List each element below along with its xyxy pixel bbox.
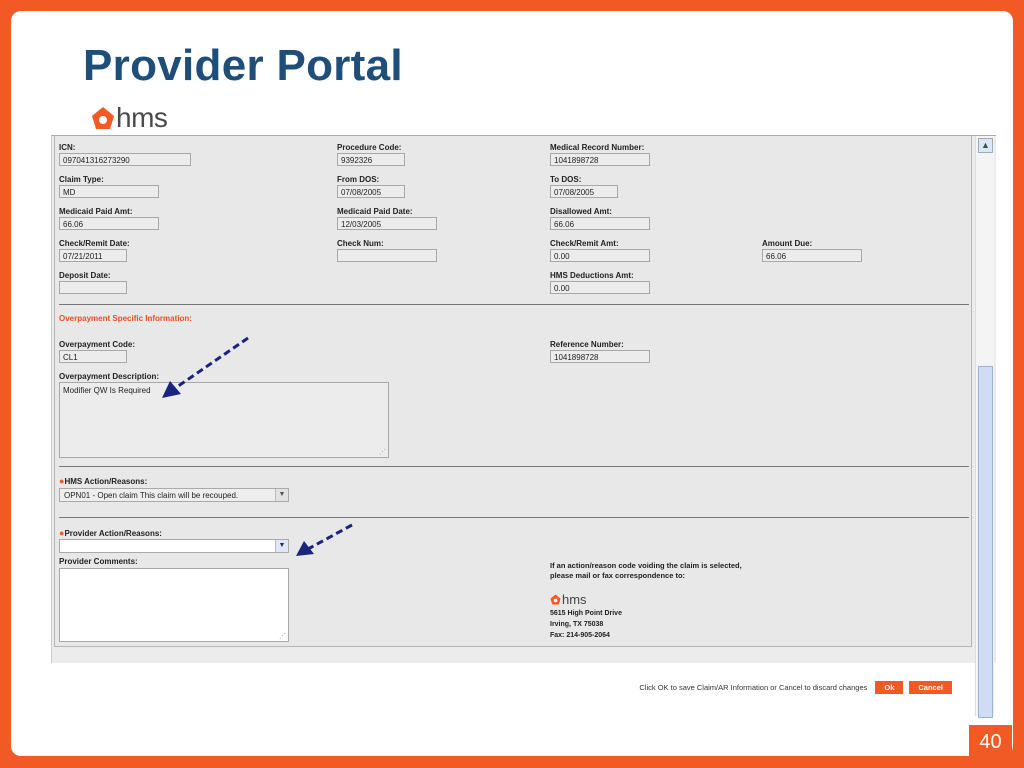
disallowed-amt-field[interactable]: 66.06 (550, 217, 650, 230)
provider-action-label: ●Provider Action/Reasons: (59, 528, 162, 538)
medical-record-number-label: Medical Record Number: (550, 143, 645, 152)
ok-button[interactable]: Ok (875, 681, 903, 694)
check-remit-amt-label: Check/Remit Amt: (550, 239, 619, 248)
claim-type-label: Claim Type: (59, 175, 104, 184)
overpayment-code-field[interactable]: CL1 (59, 350, 127, 363)
from-dos-field[interactable]: 07/08/2005 (337, 185, 405, 198)
correspondence-logo (550, 592, 587, 607)
resize-grip-icon[interactable]: ⋰ (379, 449, 386, 456)
correspondence-address (550, 608, 622, 641)
overpayment-description-label: Overpayment Description: (59, 372, 160, 381)
medical-record-number-field[interactable]: 1041898728 (550, 153, 650, 166)
logo-text: hms (116, 102, 168, 133)
slide (11, 11, 1013, 756)
reference-number-label: Reference Number: (550, 340, 624, 349)
save-instruction-text: Click OK to save Claim/AR Information or Cancel to discard changes (639, 683, 868, 692)
scroll-up-icon[interactable]: ▲ (978, 138, 993, 153)
medicaid-paid-amt-label: Medicaid Paid Amt: (59, 207, 133, 216)
hms-deductions-amt-label: HMS Deductions Amt: (550, 271, 634, 280)
icn-label: ICN: (59, 143, 76, 152)
medicaid-paid-date-label: Medicaid Paid Date: (337, 207, 413, 216)
form-actions (639, 681, 952, 694)
from-dos-label: From DOS: (337, 175, 380, 184)
scrollbar-thumb[interactable] (978, 366, 993, 718)
amount-due-field[interactable]: 66.06 (762, 249, 862, 262)
icn-field[interactable]: 097041316273290 (59, 153, 191, 166)
medicaid-paid-amt-field[interactable]: 66.06 (59, 217, 159, 230)
claim-type-field[interactable]: MD (59, 185, 159, 198)
hms-house-icon (91, 106, 115, 130)
divider (59, 517, 969, 518)
required-marker-icon: ● (59, 476, 65, 486)
hms-action-select[interactable] (59, 488, 289, 502)
check-remit-date-field[interactable]: 07/21/2011 (59, 249, 127, 262)
check-remit-amt-field[interactable]: 0.00 (550, 249, 650, 262)
address-line-1: 5615 High Point Drive (550, 610, 622, 617)
required-marker-icon: ● (59, 528, 65, 538)
reference-number-field[interactable]: 1041898728 (550, 350, 650, 363)
correspondence-note-line-1: If an action/reason code voiding the claim is selected, (550, 561, 742, 570)
fax-number: Fax: 214-905-2064 (550, 632, 610, 639)
annotation-arrow-icon (152, 334, 252, 404)
procedure-code-field[interactable]: 9392326 (337, 153, 405, 166)
to-dos-label: To DOS: (550, 175, 582, 184)
resize-grip-icon[interactable]: ⋰ (279, 633, 286, 640)
overpayment-code-label: Overpayment Code: (59, 340, 136, 349)
check-num-field[interactable] (337, 249, 437, 262)
deposit-date-label: Deposit Date: (59, 271, 111, 280)
page-title: Provider Portal (83, 41, 403, 90)
portal-screenshot (51, 135, 996, 692)
cancel-button[interactable]: Cancel (909, 681, 952, 694)
correspondence-logo-text: hms (562, 592, 587, 607)
vertical-scrollbar[interactable] (975, 136, 994, 716)
check-num-label: Check Num: (337, 239, 384, 248)
correspondence-note (550, 561, 742, 581)
page-number: 40 (969, 725, 1012, 759)
divider (59, 466, 969, 467)
hms-action-value: OPN01 - Open claim This claim will be recouped. (64, 491, 239, 500)
chevron-down-icon[interactable]: ▼ (275, 540, 288, 552)
provider-action-select[interactable] (59, 539, 289, 553)
medicaid-paid-date-field[interactable]: 12/03/2005 (337, 217, 437, 230)
disallowed-amt-label: Disallowed Amt: (550, 207, 612, 216)
overpayment-description-text: Modifier QW Is Required (63, 386, 151, 395)
procedure-code-label: Procedure Code: (337, 143, 402, 152)
overpayment-section-title: Overpayment Specific Information: (59, 314, 192, 323)
chevron-down-icon[interactable]: ▼ (275, 489, 288, 501)
provider-comments-textarea[interactable] (59, 568, 289, 642)
check-remit-date-label: Check/Remit Date: (59, 239, 130, 248)
hms-logo (91, 103, 167, 133)
deposit-date-field[interactable] (59, 281, 127, 294)
provider-comments-label: Provider Comments: (59, 557, 138, 566)
hms-deductions-amt-field[interactable]: 0.00 (550, 281, 650, 294)
annotation-arrow-icon (292, 521, 357, 561)
correspondence-note-line-2: please mail or fax correspondence to: (550, 571, 686, 580)
hms-action-label: ●HMS Action/Reasons: (59, 476, 148, 486)
divider (59, 304, 969, 305)
amount-due-label: Amount Due: (762, 239, 813, 248)
hms-house-icon (550, 594, 561, 605)
address-line-2: Irving, TX 75038 (550, 621, 604, 628)
to-dos-field[interactable]: 07/08/2005 (550, 185, 618, 198)
